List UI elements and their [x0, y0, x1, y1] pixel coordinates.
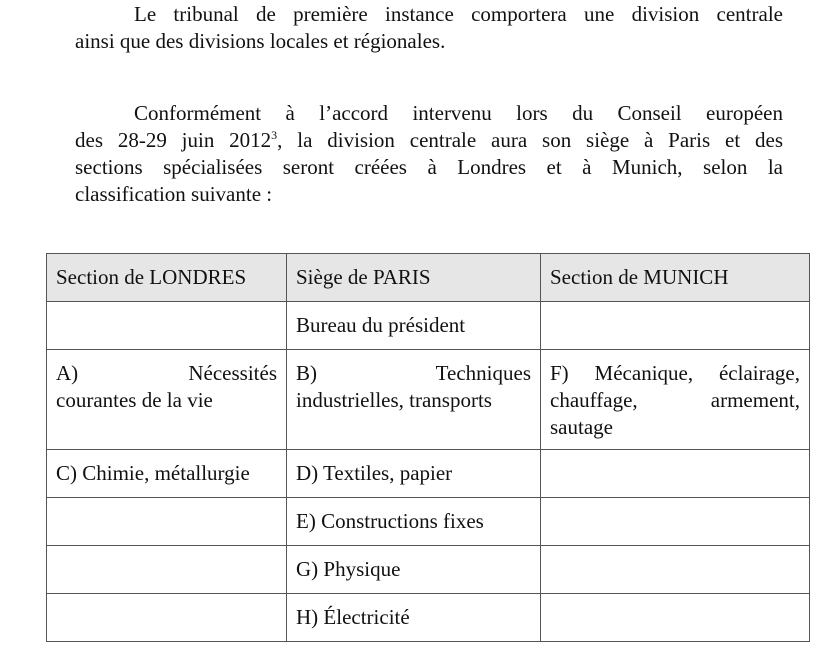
classification-table	[46, 253, 810, 642]
paragraph-council-agreement	[75, 100, 783, 208]
cell-line: industrielles, transports	[296, 388, 492, 412]
paragraph-2-line-1: Conformément à l’accord intervenu lors du Conseil européen	[134, 101, 783, 125]
cell-line: sautage	[550, 415, 613, 439]
cell-line: A) Nécessités	[56, 361, 277, 385]
table-cell: D) Textiles, papier	[287, 450, 541, 498]
table-cell: E) Constructions fixes	[287, 498, 541, 546]
table-cell	[47, 594, 287, 642]
paragraph-2-line-4: classification suivante :	[75, 182, 273, 206]
table-row	[47, 546, 810, 594]
table-cell	[47, 498, 287, 546]
table-row	[47, 594, 810, 642]
paragraph-division-structure	[75, 1, 783, 55]
table-cell	[47, 350, 287, 450]
header-munich: Section de MUNICH	[541, 254, 810, 302]
table-cell	[541, 450, 810, 498]
cell-line: B) Techniques	[296, 361, 531, 385]
paragraph-2-line-3: sections spécialisées seront créées à Londres et à Munich, selon la	[75, 155, 783, 179]
table-row	[47, 302, 810, 350]
table-cell	[47, 302, 287, 350]
table-row	[47, 450, 810, 498]
table-cell	[287, 350, 541, 450]
paragraph-2-line-2a: des 28-29 juin 2012	[75, 128, 272, 152]
cell-line: chauffage, armement,	[550, 388, 800, 412]
paragraph-2-line-2b: , la division centrale aura son siège à Paris et des	[277, 128, 784, 152]
table-cell: G) Physique	[287, 546, 541, 594]
table-cell: C) Chimie, métallurgie	[47, 450, 287, 498]
table-cell	[541, 350, 810, 450]
table-header-row	[47, 254, 810, 302]
table-cell	[541, 302, 810, 350]
paragraph-1-line-1: Le tribunal de première instance comportera une division centrale	[134, 2, 783, 26]
cell-line: courantes de la vie	[56, 388, 213, 412]
table-cell: H) Électricité	[287, 594, 541, 642]
table-cell: Bureau du président	[287, 302, 541, 350]
table-cell	[541, 498, 810, 546]
table-row	[47, 498, 810, 546]
table-cell	[47, 546, 287, 594]
header-london: Section de LONDRES	[47, 254, 287, 302]
header-paris: Siège de PARIS	[287, 254, 541, 302]
cell-line: F) Mécanique, éclairage,	[550, 361, 800, 385]
table-cell	[541, 546, 810, 594]
table-row	[47, 350, 810, 450]
paragraph-1-line-2: ainsi que des divisions locales et régionales.	[75, 29, 446, 53]
footnote-reference[interactable]: 3	[271, 128, 278, 142]
table-cell	[541, 594, 810, 642]
